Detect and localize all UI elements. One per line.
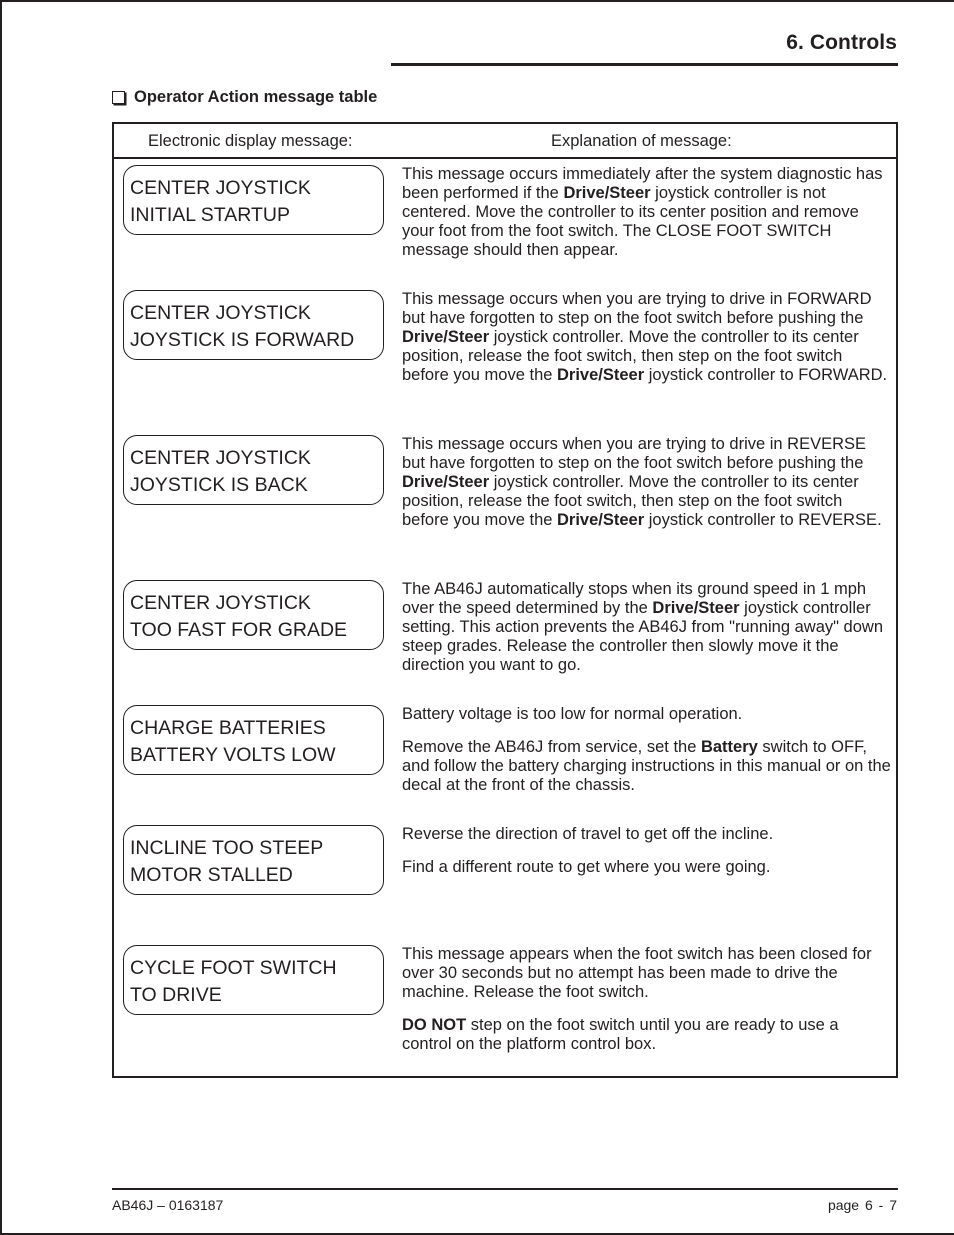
explanation-text xyxy=(402,825,892,891)
checkbox-square-icon xyxy=(112,91,125,104)
explanation-text xyxy=(402,580,892,689)
explanation-paragraph xyxy=(402,1016,892,1054)
display-line-2: JOYSTICK IS BACK xyxy=(130,474,308,496)
header-rule xyxy=(391,63,898,66)
display-line-2: TO DRIVE xyxy=(130,984,222,1006)
display-message-box xyxy=(123,705,384,775)
body-text: joystick controller is not centered. Move the controller to its center position and remove your foot from the foot switch. The CLOSE FOOT SWITCH message should then appear. xyxy=(402,184,859,259)
body-text: Remove the AB46J from service, set the xyxy=(402,738,701,756)
emphasis-text: Drive/Steer xyxy=(402,328,490,346)
footer-rule xyxy=(112,1188,898,1190)
document-id: AB46J – 0163187 xyxy=(112,1197,224,1213)
display-line-1: CENTER JOYSTICK xyxy=(130,302,311,324)
table-heading-label: Operator Action message table xyxy=(134,88,378,106)
column-header-explanation: Explanation of message: xyxy=(551,132,732,150)
display-message-box xyxy=(123,290,384,360)
emphasis-text: Drive/Steer xyxy=(563,184,651,202)
column-header-display: Electronic display message: xyxy=(148,132,353,150)
explanation-paragraph xyxy=(402,738,892,795)
table-header-row xyxy=(114,124,896,159)
display-line-1: CHARGE BATTERIES xyxy=(130,717,326,739)
operator-action-message-table xyxy=(112,122,898,1078)
section-title: 6. Controls xyxy=(786,31,897,54)
display-line-1: CENTER JOYSTICK xyxy=(130,177,311,199)
emphasis-text: Battery xyxy=(700,738,758,756)
explanation-paragraph xyxy=(402,580,892,675)
body-text: joystick controller to FORWARD. xyxy=(644,366,888,384)
explanation-text xyxy=(402,165,892,274)
body-text: step on the foot switch until you are ready to use a control on the platform control box. xyxy=(402,1016,839,1053)
explanation-paragraph xyxy=(402,705,892,724)
body-text: joystick controller to REVERSE. xyxy=(644,511,882,529)
body-text: This message occurs immediately after the system diagnostic has been performed if the xyxy=(402,165,883,202)
display-line-2: JOYSTICK IS FORWARD xyxy=(130,329,355,351)
explanation-text xyxy=(402,705,892,809)
body-text: switch to OFF, and follow the battery charging instructions in this manual or on the decal at the front of the chassis. xyxy=(402,738,891,794)
display-message-box xyxy=(123,435,384,505)
explanation-paragraph xyxy=(402,165,892,260)
display-line-2: BATTERY VOLTS LOW xyxy=(130,744,336,766)
emphasis-text: Drive/Steer xyxy=(652,599,740,617)
body-text: joystick controller. Move the controller to its center position, release the foot switch, then step on the foot switch before you move the xyxy=(402,328,859,384)
body-text: Battery voltage is too low for normal operation. xyxy=(402,705,743,723)
display-line-2: TOO FAST FOR GRADE xyxy=(130,619,348,641)
emphasis-text: Drive/Steer xyxy=(402,473,490,491)
display-line-1: CENTER JOYSTICK xyxy=(130,592,311,614)
body-text: Find a different route to get where you were going. xyxy=(402,858,771,876)
body-text: This message occurs when you are trying to drive in REVERSE but have forgotten to step on the foot switch before pushing the xyxy=(402,435,867,472)
explanation-paragraph xyxy=(402,945,892,1002)
display-line-1: CENTER JOYSTICK xyxy=(130,447,311,469)
emphasis-text: Drive/Steer xyxy=(557,366,645,384)
body-text: This message appears when the foot switch has been closed for over 30 seconds but no attempt has been made to drive the machine. Release the foot switch. xyxy=(402,945,872,1001)
explanation-text xyxy=(402,435,892,544)
explanation-paragraph xyxy=(402,290,892,385)
display-message-box xyxy=(123,825,384,895)
explanation-text xyxy=(402,945,892,1068)
display-message-box xyxy=(123,580,384,650)
emphasis-text: Drive/Steer xyxy=(557,511,645,529)
explanation-paragraph xyxy=(402,435,892,530)
table-heading xyxy=(112,88,377,107)
display-line-1: INCLINE TOO STEEP xyxy=(130,837,324,859)
body-text: The AB46J automatically stops when its ground speed in 1 mph over the speed determined by the xyxy=(402,580,867,617)
body-text: Reverse the direction of travel to get off the incline. xyxy=(402,825,774,843)
display-line-1: CYCLE FOOT SWITCH xyxy=(130,957,337,979)
body-text: joystick controller. Move the controller to its center position, release the foot switch, then step on the foot switch before you move the xyxy=(402,473,859,529)
explanation-text xyxy=(402,290,892,399)
display-line-2: MOTOR STALLED xyxy=(130,864,293,886)
page-number: page 6 - 7 xyxy=(827,1197,897,1213)
display-line-2: INITIAL STARTUP xyxy=(130,204,290,226)
explanation-paragraph xyxy=(402,825,892,844)
emphasis-text: DO NOT xyxy=(402,1016,467,1034)
body-text: joystick controller setting. This action prevents the AB46J from "running away" down steep grades. Release the controller then slowly move it the direction you want to go. xyxy=(402,599,884,674)
display-message-box xyxy=(123,165,384,235)
body-text: This message occurs when you are trying to drive in FORWARD but have forgotten to step on the foot switch before pushing the xyxy=(402,290,872,327)
display-message-box xyxy=(123,945,384,1015)
explanation-paragraph xyxy=(402,858,892,877)
